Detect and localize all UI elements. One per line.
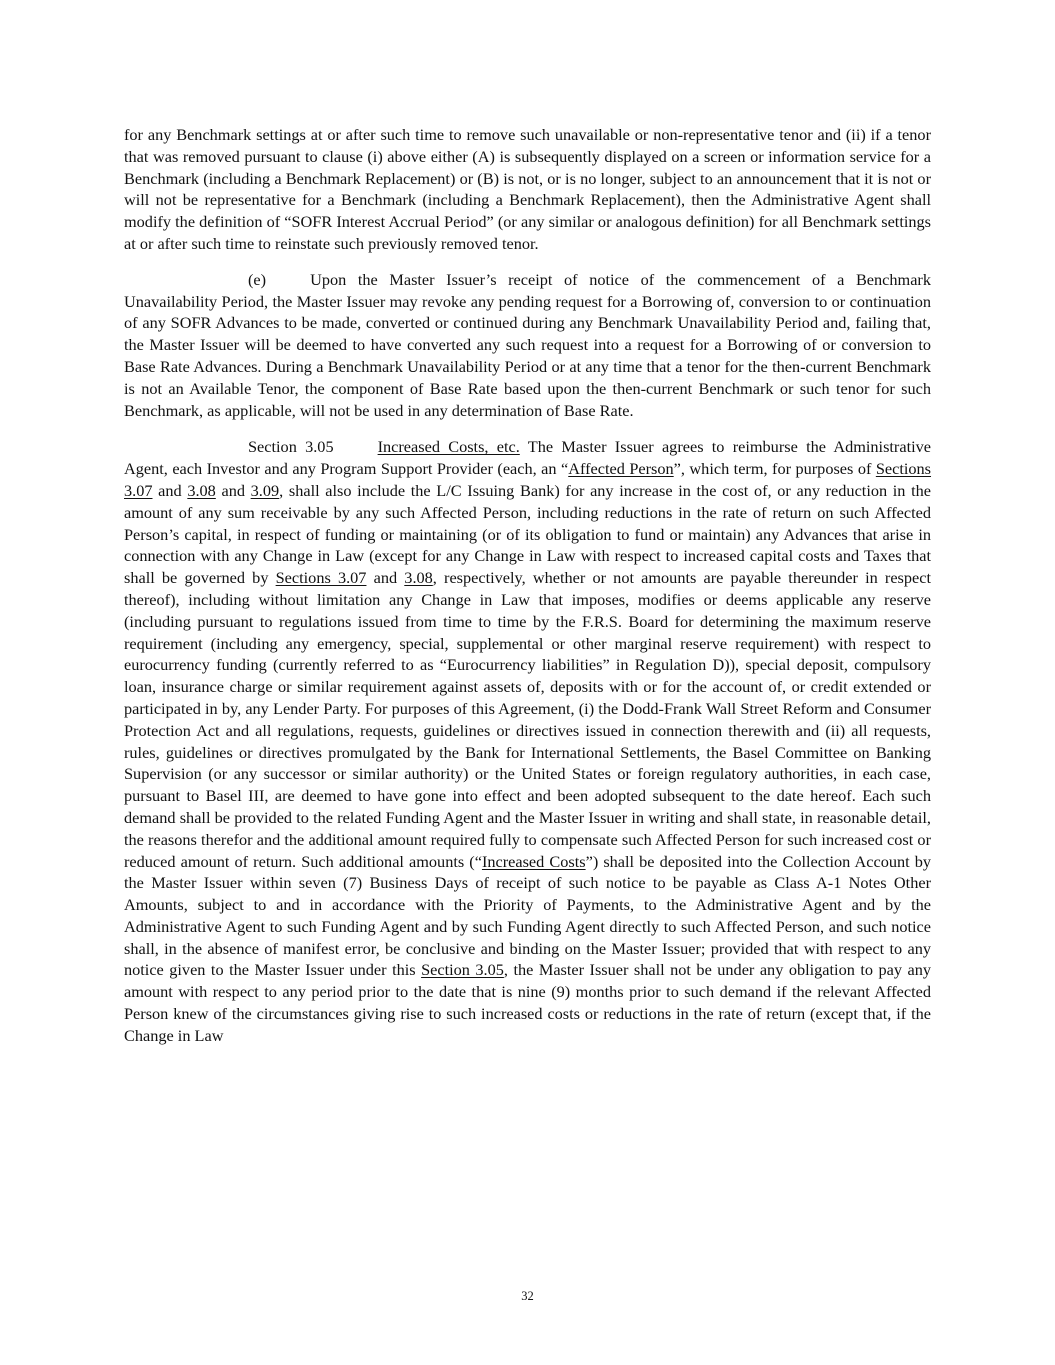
document-page	[124, 124, 931, 1047]
paragraph-continuation-text: for any Benchmark settings at or after such time to remove such unavailable or non-representative tenor and (ii) if a tenor that was removed pursuant to clause (i) above either (A) is subsequently displayed on a screen or information service for a Benchmark (including a Benchmark Replacement) or (B) is not, or is no longer, subject to an announcement that it is not or will not be representative for a Benchmark (including a Benchmark Replacement), then the Administrative Agent shall modify the definition of “SOFR Interest Accrual Period” (or any similar or analogous definition) for all Benchmark settings at or after such time to reinstate such previously removed tenor.	[124, 125, 931, 253]
section-text: and	[215, 480, 251, 500]
section-text: , shall also include the L/C Issuing Bank) for any increase in the cost of, or any reduction in the amount of any sum receivable by any such Affected Person, including reductions in the rate of return on such Affected Person’s capital, in respect of funding or maintaining (or of its obligation to fund or maintain) any Advances that arise in connection with any Change in Law (except for any Change in Law with respect to increased capital costs and Taxes that shall be governed by	[124, 480, 931, 588]
page-number: 32	[521, 1289, 534, 1303]
clause-e-label: (e)	[248, 269, 267, 289]
section-text: ”) shall be deposited into the Collection Account by the Master Issuer within seven (7) Business Days of receipt of such notice to be payable as Class A-1 Notes Other Amounts, subject to and in accordance with the Priority of Payments, to the Administrative Agent and by the Administrative Agent to such Funding Agent and by such Funding Agent directly to such Affected Person, and such notice shall, in the absence of manifest error, be conclusive and binding on the Master Issuer; provided that with respect to any notice given to the Master Issuer under this	[124, 851, 931, 980]
cross-ref-section-3-05[interactable]: Section 3.05	[421, 960, 504, 980]
defined-term-affected-person: Affected Person	[568, 459, 674, 479]
cross-ref-sections-3-07-b[interactable]: Sections 3.07	[275, 568, 367, 588]
section-text: , respectively, whether or not amounts are payable thereunder in respect thereof), including without limitation any Change in Law that imposes, modifies or deems applicable any reserve (including pursuant to regulations issued from time to time by the F.R.S. Board for determining the maximum reserve requirement (including any emergency, special, supplemental or other marginal reserve requirement) with respect to eurocurrency funding (currently referred to as “Eurocurrency liabilities” in Regulation D)), special deposit, compulsory loan, insurance charge or similar requirement against assets of, deposits with or for the account of, or credit extended or participated in by, any Lender Party. For purposes of this Agreement, (i) the Dodd-Frank Wall Street Reform and Consumer Protection Act and all regulations, requests, guidelines or directives issued in connection therewith and (ii) all requests, rules, guidelines or directives promulgated by the Bank for International Settlements, the Basel Committee on Banking Supervision (or any successor or similar authority) or the United States or foreign regulatory authorities, in each case, pursuant to Basel III, are deemed to have gone into effect and been adopted subsequent to the date hereof. Each such demand shall be provided to the related Funding Agent and the Master Issuer in writing and shall state, in reasonable detail, the reasons therefor and the additional amount required fully to compensate such Affected Person for such increased cost or reduced amount of return. Such additional amounts (“	[124, 568, 931, 871]
paragraph-e	[124, 269, 931, 422]
clause-e-text: Upon the Master Issuer’s receipt of notice of the commencement of a Benchmark Unavailability Period, the Master Issuer may revoke any pending request for a Borrowing of, conversion to or continuation of any SOFR Advances to be made, converted or continued during any Benchmark Unavailability Period and, failing that, the Master Issuer will be deemed to have converted any such request into a request for a Borrowing of or conversion to Base Rate Advances. During a Benchmark Unavailability Period or at any time that a tenor for the then-current Benchmark is not an Available Tenor, the component of Base Rate based upon the then-current Benchmark or such tenor for such Benchmark, as applicable, will not be used in any determination of Base Rate.	[124, 269, 931, 420]
section-3-05-label: Section 3.05	[248, 437, 334, 457]
section-text: The Master Issuer agrees to reimburse the Administrative Agent, each Investor and any Program Support Provider (each, an “	[124, 437, 931, 479]
cross-ref-3-08[interactable]: 3.08	[187, 480, 216, 500]
section-text: , the Master Issuer shall not be under any obligation to pay any amount with respect to any period prior to the date that is nine (9) months prior to such demand if the relevant Affected Person knew of the circumstances giving rise to such increased costs or reductions in the rate of return (except that, if the Change in Law	[124, 960, 931, 1045]
section-3-05-paragraph	[124, 436, 931, 1046]
section-text: and	[366, 568, 405, 588]
defined-term-increased-costs: Increased Costs	[481, 851, 586, 871]
section-heading-increased-costs: Increased Costs, etc.	[377, 437, 520, 457]
cross-ref-sections-3-07[interactable]: Sections 3.07	[124, 459, 932, 500]
paragraph-continuation	[124, 124, 931, 255]
section-text: and	[152, 480, 188, 500]
cross-ref-3-08-b[interactable]: 3.08	[404, 568, 433, 588]
section-text: ”, which term, for purposes of	[673, 459, 876, 479]
cross-ref-3-09[interactable]: 3.09	[250, 480, 280, 500]
